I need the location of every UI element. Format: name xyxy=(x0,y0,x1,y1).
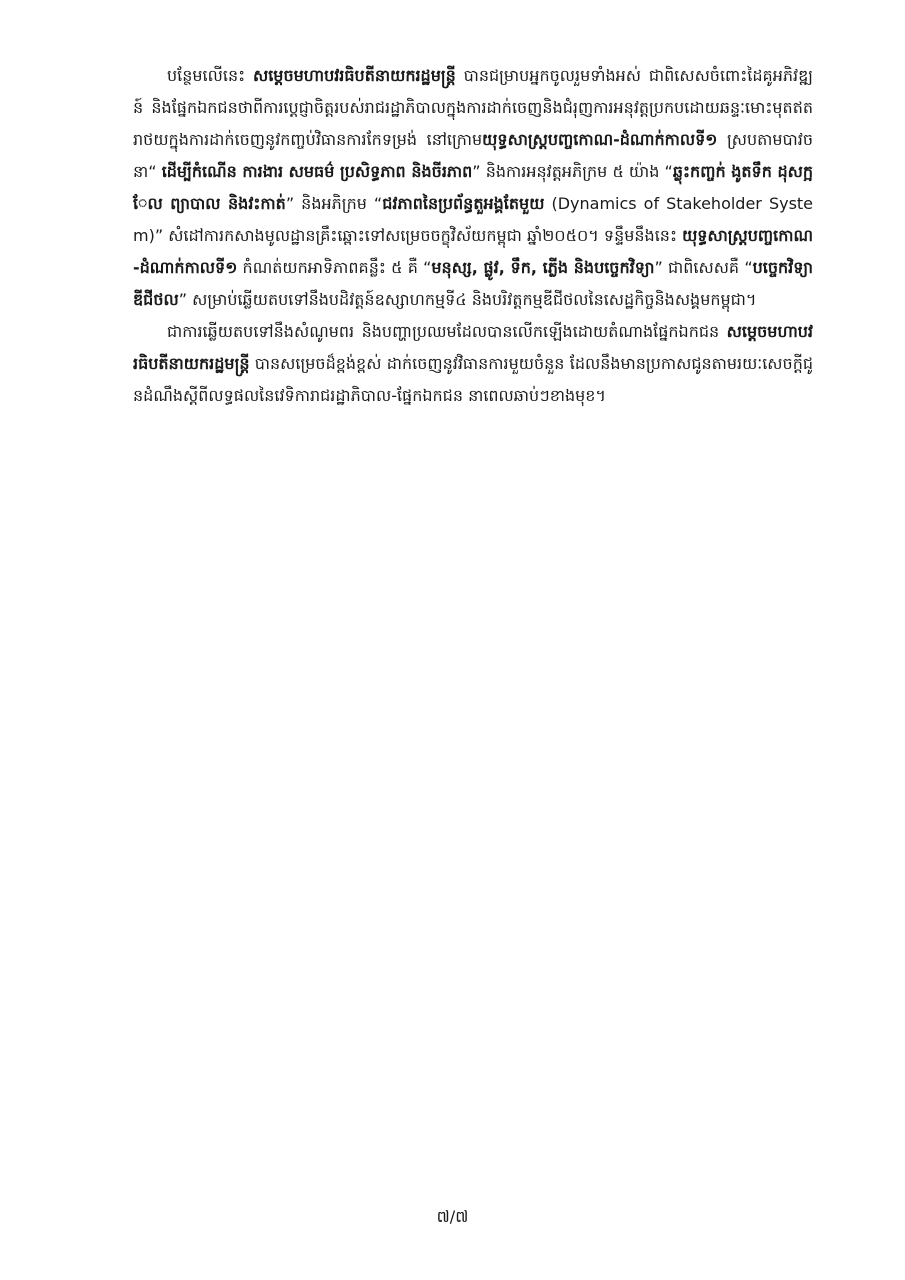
bold-text-run: ឆ្លុះកញ្ចក់ ងូតទឹក ដុសក្អែល ព្យាបាល និងវះកាត់ xyxy=(133,162,814,213)
text-run: ជាការឆ្លើយតបទៅនឹងសំណូមពរ និងបញ្ហាប្រឈមដែលបានលើកឡើងដោយតំណាងផ្នែកឯកជន xyxy=(167,322,727,341)
paragraph-additional-remarks xyxy=(133,60,813,316)
text-run: ” និងអភិក្រម “ xyxy=(285,194,383,213)
text-run: កំណត់យកអាទិភាពគន្លឹះ ៥ គឺ “ xyxy=(237,258,432,277)
text-run: បានជម្រាបអ្នកចូលរួមទាំងអស់ ជាពិសេសចំពោះដៃគូអភិវឌ្ឍន៍ និងផ្នែកឯកជនថាពីការប្តេជ្ញាចិត្តរបស់រាជរដ្ឋាភិបាលក្នុងការដាក់ចេញនិងជំរុញការអនុវត្តប្រកបដោយឆន្ទៈមោះមុតឥតរាថយក្នុងការដាក់ចេញនូវកញ្ចប់វិធានការកែទម្រង់ នៅក្រោម xyxy=(133,66,814,149)
text-run: (Dynamics of Stakeholder System)” សំដៅការកសាងមូលដ្ឋានគ្រឹះឆ្ពោះទៅសម្រេចចក្ខុវិស័យកម្ពុជា ឆ្នាំ២០៥០។ ទន្ទឹមនឹងនេះ xyxy=(133,194,814,245)
bold-text-run: មនុស្ស, ផ្លូវ, ទឹក, ភ្លើង និងបច្ចេកវិទ្យា xyxy=(431,258,655,277)
bold-text-run: ជវភាពនៃប្រព័ន្ធតួអង្គតែមួយ xyxy=(382,194,545,213)
bold-text-run: ដើម្បីកំណើន ការងារ សមធម៌ ប្រសិទ្ធភាព និងចីរភាព xyxy=(161,162,473,181)
document-body xyxy=(133,60,813,412)
text-run: ” សម្រាប់ឆ្លើយតបទៅនឹងបដិវត្តន៍ឧស្សាហកម្មទី៤ និងបរិវត្តកម្មឌីជីថលនៃសេដ្ឋកិច្ចនិងសង្គមកម្ពុជា។ xyxy=(178,290,757,309)
text-run: បានសម្រេចដ៏ខ្ពង់ខ្ពស់ ដាក់ចេញនូវវិធានការមួយចំនួន ដែលនឹងមានប្រកាសជូនតាមរយៈសេចក្តីជូនដំណឹងស្តីពីលទ្ធផលនៃវេទិការាជរដ្ឋាភិបាល-ផ្នែកឯកជន នាពេលឆាប់ៗខាងមុខ។ xyxy=(133,354,813,405)
bold-text-run: សម្តេចមហាបវរធិបតីនាយករដ្ឋមន្ត្រី xyxy=(252,66,456,85)
text-run: ” និងការអនុវត្តអភិក្រម ៥ យ៉ាង “ xyxy=(472,162,673,181)
text-run: ” ជាពិសេសគឺ “ xyxy=(654,258,753,277)
paragraph-response-measures xyxy=(133,316,813,412)
bold-text-run: សម្តេចមហាបវរធិបតីនាយករដ្ឋមន្ត្រី xyxy=(133,322,813,373)
text-run: បន្ថែមលើនេះ xyxy=(167,66,253,85)
bold-text-run: យុទ្ធសាស្ត្របញ្ចកោណ-ដំណាក់កាលទី១ xyxy=(133,226,813,277)
page-number: ៧/៧ xyxy=(436,1207,469,1226)
bold-text-run: យុទ្ធសាស្ត្របញ្ចកោណ-ដំណាក់កាលទី១ xyxy=(482,130,718,149)
bold-text-run: បច្ចេកវិទ្យាឌីជីថល xyxy=(133,258,814,309)
text-run: ស្របតាមបាវចនា“ xyxy=(133,130,813,181)
